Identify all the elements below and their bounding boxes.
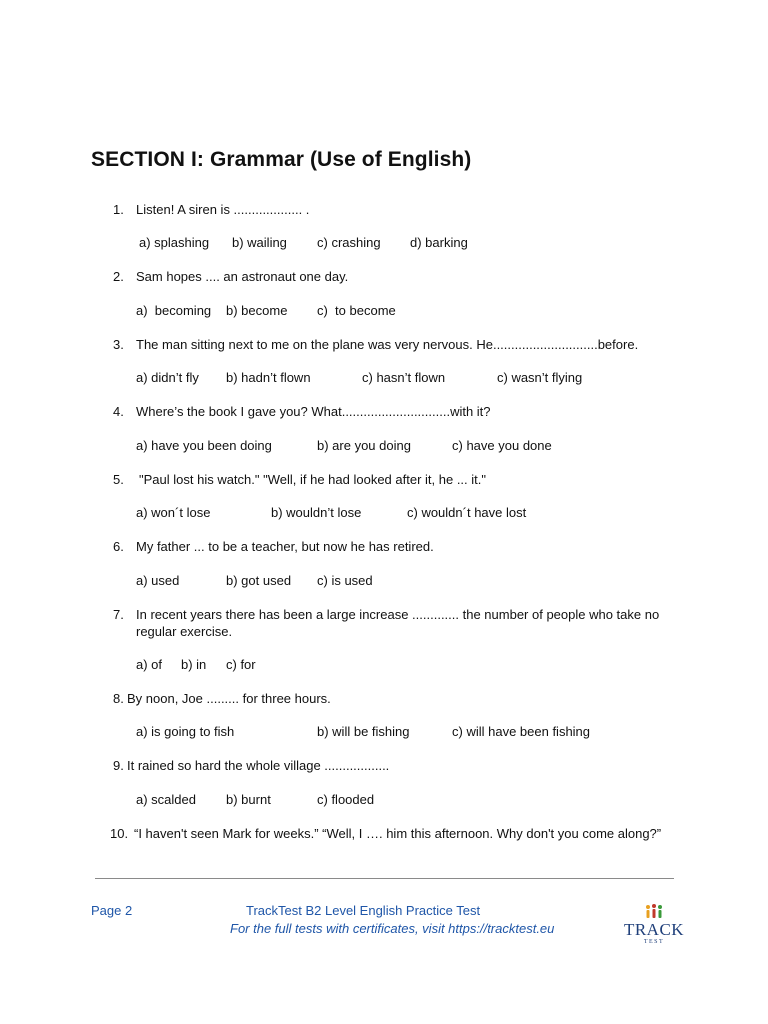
options-1 [0,234,768,251]
footer-title: TrackTest B2 Level English Practice Test [246,903,481,918]
option: b) will be fishing [317,724,410,739]
question-text: By noon, Joe ......... for three hours. [127,691,331,706]
question-3 [0,336,768,353]
option: c) for [226,657,256,672]
question-text: My father ... to be a teacher, but now he has retired. [136,539,434,554]
option: c) have you done [452,438,552,453]
people-icon [644,903,664,921]
option: b) burnt [226,792,271,807]
options-9 [0,791,768,808]
question-text: "Paul lost his watch." "Well, if he had looked after it, he ... it." [139,472,486,487]
footer-divider [95,878,674,879]
question-number: 4. [113,404,124,419]
question-text: Sam hopes .... an astronaut one day. [136,269,349,284]
question-1 [0,201,768,218]
options-4 [0,437,768,454]
option: c) will have been fishing [452,724,591,739]
option: a) is going to fish [136,724,235,739]
options-5 [0,504,768,521]
question-text: In recent years there has been a large increase ............. the number of people who take no regular exercise. [136,607,660,639]
option: a) becoming [136,303,212,318]
question-9 [0,757,768,774]
question-2 [0,268,768,285]
question-text: The man sitting next to me on the plane was very nervous. He.............................before. [136,337,639,352]
options-2 [0,302,768,319]
question-number: 3. [113,337,124,352]
question-number: 6. [113,539,124,554]
page-number: Page 2 [91,903,133,918]
option: c) hasn’t flown [362,370,446,385]
option: b) in [181,657,207,672]
option: c) flooded [317,792,375,807]
option: d) barking [410,235,468,250]
question-4 [0,403,768,420]
question-number: 7. [113,607,124,622]
option: a) scalded [136,792,196,807]
question-number: 1. [113,202,124,217]
question-10 [0,825,768,842]
question-text: Listen! A siren is ................... . [136,202,310,217]
footer-link-text[interactable]: For the full tests with certificates, visit https://tracktest.eu [230,921,555,936]
options-3 [0,369,768,386]
logo-wordmark: TRACK [623,920,685,939]
section-title: SECTION I: Grammar (Use of English) [91,148,472,171]
option: b) are you doing [317,438,411,453]
option: b) got used [226,573,292,588]
question-5 [0,471,768,488]
option: a) won´t lose [136,505,211,520]
option: a) didn’t fly [136,370,199,385]
option: c) wasn’t flying [497,370,583,385]
option: b) wouldn’t lose [271,505,362,520]
question-number: 2. [113,269,124,284]
question-number: 8. [113,691,124,706]
option: a) of [136,657,163,672]
options-7 [0,656,768,673]
option: a) splashing [139,235,210,250]
question-number: 10. [110,826,129,841]
option: b) become [226,303,288,318]
question-number: 9. [113,758,124,773]
options-8 [0,723,768,740]
question-8 [0,690,768,707]
option: a) used [136,573,180,588]
option: c) to become [317,303,396,318]
option: c) wouldn´t have lost [407,505,527,520]
logo-subtext: TEST [643,939,665,945]
question-7 [0,606,768,640]
question-text: “I haven't seen Mark for weeks.” “Well, I …. him this afternoon. Why don't you come along?” [134,826,662,841]
option: a) have you been doing [136,438,272,453]
question-text: It rained so hard the whole village .................. [127,758,390,773]
option: b) hadn’t flown [226,370,311,385]
question-number: 5. [113,472,124,487]
option: c) crashing [317,235,381,250]
tracktest-logo [622,903,686,949]
option: b) wailing [232,235,287,250]
option: c) is used [317,573,373,588]
options-6 [0,572,768,589]
question-text: Where’s the book I gave you? What..............................with it? [136,404,491,419]
question-6 [0,538,768,555]
